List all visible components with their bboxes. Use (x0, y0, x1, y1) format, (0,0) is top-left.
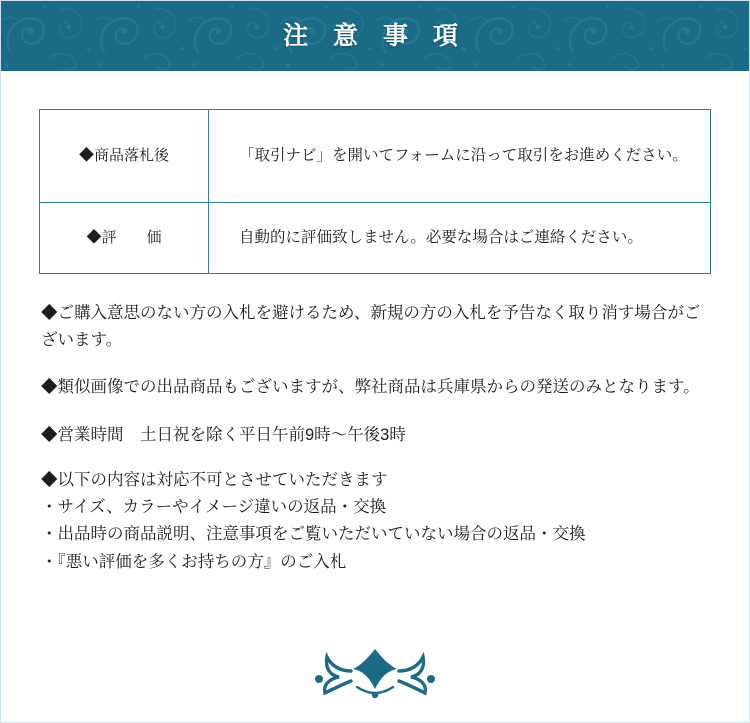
restrictions-item: ・出品時の商品説明、注意事項をご覧いただいていない場合の返品・交換 (41, 525, 586, 544)
flourish-ornament-icon (285, 643, 465, 699)
table-row (40, 203, 711, 274)
table-row-value: 「取引ナビ」を開いてフォームに沿って取引をお進めください。 (209, 110, 711, 203)
restrictions-item: ・サイズ、カラーやイメージ違いの返品・交換 (41, 498, 387, 517)
restrictions-heading: ◆以下の内容は対応不可とさせていただきます (41, 470, 388, 489)
restrictions-item: ・『悪い評価を多くお持ちの方』のご入札 (41, 552, 347, 571)
page-title: 注 意 事 項 (283, 22, 467, 50)
page-header (1, 1, 749, 71)
page-footer (1, 643, 749, 704)
notes-section (37, 300, 713, 576)
table-row (40, 110, 711, 203)
notice-table (39, 109, 711, 274)
note-shipping-origin: ◆類似画像での出品商品もございますが、弊社商品は兵庫県からの発送のみとなります。 (41, 378, 700, 397)
note-bidding-cancel: ◆ご購入意思のない方の入札を避けるため、新規の方の入札を予告なく取り消す場合がございます。 (41, 304, 701, 350)
restrictions-block (41, 467, 713, 576)
table-row-label: ◆評 価 (40, 203, 209, 274)
notice-content (1, 71, 749, 576)
table-row-value: 自動的に評価致しません。必要な場合はご連絡ください。 (209, 203, 711, 274)
note-business-hours: ◆営業時間 土日祝を除く平日午前9時〜午後3時 (41, 425, 406, 444)
table-row-label: ◆商品落札後 (40, 110, 209, 203)
